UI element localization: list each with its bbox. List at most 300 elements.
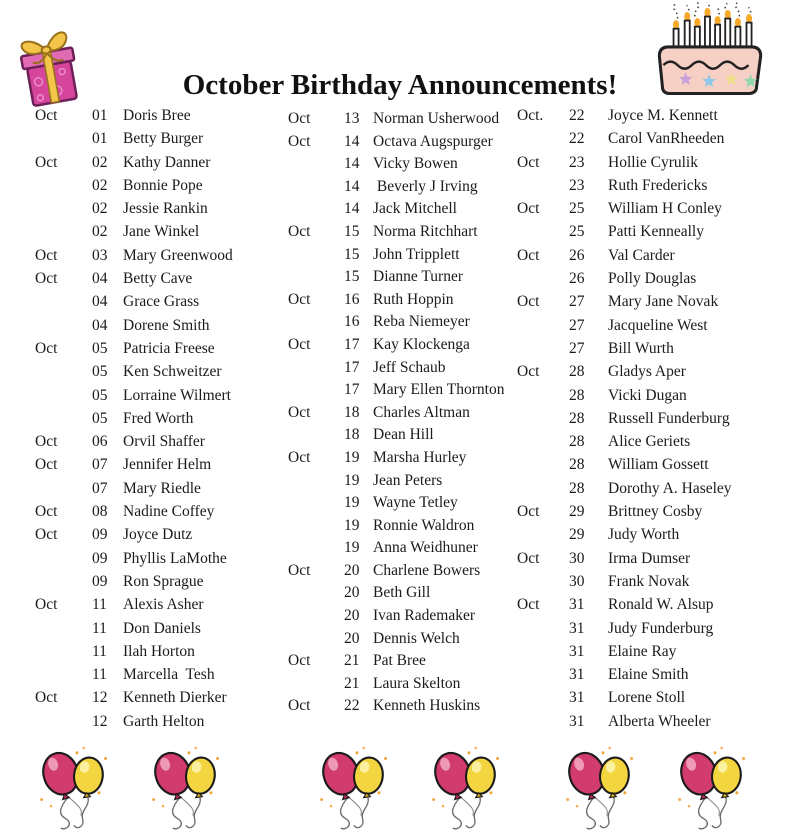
person-name: William H Conley <box>608 200 722 218</box>
month-label <box>288 470 344 493</box>
day-number: 02 <box>92 200 108 218</box>
day-number: 27 <box>569 293 585 311</box>
birthday-entry <box>288 515 520 538</box>
person-name: Grace Grass <box>123 293 200 311</box>
month-label <box>517 686 569 709</box>
birthday-entry <box>35 384 280 407</box>
birthday-entry <box>517 151 795 174</box>
month-label <box>35 127 92 150</box>
person-name: Dorene Smith <box>123 316 210 334</box>
person-name: Betty Burger <box>123 130 204 148</box>
day-number: 14 <box>344 132 360 150</box>
day-number: 05 <box>92 363 108 381</box>
day-number: 30 <box>569 549 585 567</box>
day-number: 15 <box>344 268 360 286</box>
day-number: 04 <box>92 293 108 311</box>
birthday-entry <box>35 151 280 174</box>
month-label <box>35 477 92 500</box>
day-number: 14 <box>344 177 360 195</box>
birthday-entry <box>517 407 795 430</box>
day-number: 12 <box>92 712 108 730</box>
birthday-entry <box>288 537 520 560</box>
month-label <box>35 197 92 220</box>
day-number: 17 <box>344 358 360 376</box>
day-number: 31 <box>569 712 585 730</box>
day-number: 11 <box>92 642 107 660</box>
birthday-entry <box>288 311 520 334</box>
birthday-entry <box>35 430 280 453</box>
person-name: Jean Peters <box>373 471 443 489</box>
person-name: Vicki Dugan <box>608 386 687 404</box>
birthday-entry <box>288 402 520 425</box>
month-label <box>35 407 92 430</box>
person-name: Mary Greenwood <box>123 246 233 264</box>
birthday-entry <box>517 453 795 476</box>
month-label <box>35 617 92 640</box>
person-name: Joyce M. Kennett <box>608 107 718 124</box>
month-label: Oct <box>35 246 58 264</box>
day-number: 19 <box>344 516 360 534</box>
day-number: 28 <box>569 479 585 497</box>
birthday-entry <box>288 334 520 357</box>
month-label <box>288 311 344 334</box>
person-name: Patti Kenneally <box>608 223 704 241</box>
day-number: 23 <box>569 153 585 171</box>
person-name: Reba Niemeyer <box>373 313 470 331</box>
day-number: 02 <box>92 223 108 241</box>
cake-body <box>659 47 760 94</box>
month-label: Oct <box>35 153 58 171</box>
birthday-entry <box>288 424 520 447</box>
birthday-entry <box>35 477 280 500</box>
month-label: Oct <box>35 107 58 124</box>
person-name: Phyllis LaMothe <box>123 549 227 567</box>
birthday-entry <box>35 593 280 616</box>
day-number: 05 <box>92 409 108 427</box>
day-number: 09 <box>92 572 108 590</box>
day-number: 06 <box>92 433 108 451</box>
birthday-entry <box>35 500 280 523</box>
birthday-entry <box>517 384 795 407</box>
month-label <box>517 174 569 197</box>
birthday-entry <box>288 244 520 267</box>
month-label <box>35 290 92 313</box>
birthday-column-2 <box>288 108 520 718</box>
day-number: 17 <box>344 335 360 353</box>
day-number: 02 <box>92 176 108 194</box>
day-number: 11 <box>92 619 107 637</box>
birthday-cake-icon <box>633 2 785 104</box>
person-name: Kenneth Dierker <box>123 689 227 707</box>
day-number: 31 <box>569 666 585 684</box>
birthday-entry <box>517 640 795 663</box>
person-name: Ronnie Waldron <box>373 516 475 534</box>
day-number: 01 <box>92 107 108 124</box>
month-label: Oct <box>517 200 540 218</box>
birthday-entry <box>288 221 520 244</box>
person-name: Jessie Rankin <box>123 200 208 218</box>
birthday-entry <box>288 560 520 583</box>
person-name: William Gossett <box>608 456 709 474</box>
person-name: Jack Mitchell <box>373 200 457 218</box>
day-number: 15 <box>344 222 360 240</box>
month-label: Oct <box>517 246 540 264</box>
day-number: 05 <box>92 339 108 357</box>
month-label <box>288 537 344 560</box>
birthday-entry <box>35 197 280 220</box>
birthday-entry <box>35 104 280 127</box>
day-number: 20 <box>344 607 360 625</box>
month-label: Oct <box>288 132 311 150</box>
birthday-entry <box>35 570 280 593</box>
birthday-entry <box>517 500 795 523</box>
month-label: Oct <box>35 456 58 474</box>
month-label: Oct <box>35 339 58 357</box>
day-number: 15 <box>344 245 360 263</box>
birthday-entry <box>288 357 520 380</box>
month-label: Oct <box>517 596 540 614</box>
person-name: Hollie Cyrulik <box>608 153 698 171</box>
page-title: October Birthday Announcements! <box>182 69 618 102</box>
birthday-entry <box>288 628 520 651</box>
month-label: Oct <box>35 689 58 707</box>
month-label <box>288 628 344 651</box>
birthday-entry <box>288 605 520 628</box>
month-label <box>35 314 92 337</box>
person-name: Bonnie Pope <box>123 176 203 194</box>
day-number: 20 <box>344 629 360 647</box>
birthday-entry <box>288 673 520 696</box>
birthday-entry <box>517 710 795 733</box>
month-label <box>35 174 92 197</box>
day-number: 19 <box>344 494 360 512</box>
day-number: 14 <box>344 155 360 173</box>
person-name: Alexis Asher <box>123 596 204 614</box>
day-number: 19 <box>344 471 360 489</box>
month-label <box>35 570 92 593</box>
month-label: Oct <box>517 503 540 521</box>
birthday-entry <box>35 686 280 709</box>
month-label: Oct <box>35 526 58 544</box>
birthday-entry <box>288 176 520 199</box>
day-number: 20 <box>344 561 360 579</box>
month-label <box>35 547 92 570</box>
person-name: Pat Bree <box>373 652 426 670</box>
month-label: Oct <box>288 561 311 579</box>
birthday-entry <box>517 337 795 360</box>
day-number: 28 <box>569 456 585 474</box>
person-name: Doris Bree <box>123 107 191 124</box>
person-name: Dean Hill <box>373 426 434 444</box>
birthday-entry <box>288 198 520 221</box>
birthday-entry <box>35 407 280 430</box>
birthday-entry <box>35 127 280 150</box>
month-label: Oct <box>517 549 540 567</box>
birthday-entry <box>288 266 520 289</box>
person-name: Beth Gill <box>373 584 431 602</box>
month-label <box>517 570 569 593</box>
month-label <box>35 663 92 686</box>
person-name: Kay Klockenga <box>373 335 470 353</box>
person-name: Ilah Horton <box>123 642 195 660</box>
month-label <box>517 430 569 453</box>
month-label <box>288 198 344 221</box>
person-name: Vicky Bowen <box>373 155 458 173</box>
birthday-entry <box>517 477 795 500</box>
person-name: Dianne Turner <box>373 268 463 286</box>
birthday-entry <box>517 197 795 220</box>
birthday-column-1 <box>35 104 280 733</box>
person-name: Ron Sprague <box>123 572 204 590</box>
birthday-entry <box>35 640 280 663</box>
month-label <box>517 314 569 337</box>
day-number: 23 <box>569 176 585 194</box>
person-name: Dennis Welch <box>373 629 460 647</box>
day-number: 26 <box>569 246 585 264</box>
month-label <box>517 267 569 290</box>
day-number: 01 <box>92 130 108 148</box>
month-label: Oct <box>288 652 311 670</box>
person-name: John Tripplett <box>373 245 460 263</box>
day-number: 02 <box>92 153 108 171</box>
day-number: 18 <box>344 426 360 444</box>
month-label: Oct. <box>517 107 544 124</box>
balloon-pair-icon <box>672 744 756 834</box>
day-number: 16 <box>344 290 360 308</box>
month-label: Oct <box>288 403 311 421</box>
birthday-entry <box>35 663 280 686</box>
day-number: 27 <box>569 316 585 334</box>
birthday-entry <box>517 127 795 150</box>
person-name: Jane Winkel <box>123 223 200 241</box>
person-name: Marsha Hurley <box>373 448 467 466</box>
day-number: 07 <box>92 456 108 474</box>
day-number: 28 <box>569 363 585 381</box>
birthday-entry <box>517 104 795 127</box>
person-name: Bill Wurth <box>608 339 674 357</box>
birthday-entry <box>288 695 520 718</box>
day-number: 31 <box>569 689 585 707</box>
balloon-pair-icon <box>560 744 644 834</box>
person-name: Orvil Shaffer <box>123 433 205 451</box>
person-name: Lorraine Wilmert <box>123 386 231 404</box>
person-name: Elaine Ray <box>608 642 677 660</box>
day-number: 05 <box>92 386 108 404</box>
birthday-entry <box>517 314 795 337</box>
month-label <box>35 710 92 733</box>
person-name: Brittney Cosby <box>608 503 703 521</box>
birthday-entry <box>517 174 795 197</box>
day-number: 22 <box>569 107 585 124</box>
month-label <box>288 424 344 447</box>
day-number: 25 <box>569 200 585 218</box>
birthday-entry <box>288 650 520 673</box>
person-name: Jeff Schaub <box>373 358 446 376</box>
person-name: Judy Worth <box>608 526 680 544</box>
person-name: Dorothy A. Haseley <box>608 479 732 497</box>
person-name: Kathy Danner <box>123 153 211 171</box>
birthday-entry <box>35 710 280 733</box>
month-label <box>288 605 344 628</box>
day-number: 28 <box>569 433 585 451</box>
day-number: 27 <box>569 339 585 357</box>
month-label <box>517 384 569 407</box>
birthday-entry <box>288 447 520 470</box>
birthday-entry <box>288 153 520 176</box>
day-number: 16 <box>344 313 360 331</box>
person-name: Ronald W. Alsup <box>608 596 714 614</box>
day-number: 11 <box>92 666 107 684</box>
month-label <box>517 477 569 500</box>
birthday-entry <box>35 244 280 267</box>
person-name: Frank Novak <box>608 572 690 590</box>
day-number: 28 <box>569 409 585 427</box>
person-name: Marcella Tesh <box>123 666 215 684</box>
day-number: 17 <box>344 381 360 399</box>
person-name: Garth Helton <box>123 712 205 730</box>
day-number: 04 <box>92 270 108 288</box>
month-label <box>288 492 344 515</box>
person-name: Russell Funderburg <box>608 409 730 427</box>
month-label <box>517 337 569 360</box>
month-label <box>517 617 569 640</box>
birthday-entry <box>517 220 795 243</box>
birthday-entry <box>288 379 520 402</box>
day-number: 09 <box>92 526 108 544</box>
birthday-entry <box>35 617 280 640</box>
day-number: 04 <box>92 316 108 334</box>
balloon-pair-icon <box>314 744 398 834</box>
month-label: Oct <box>288 110 311 127</box>
day-number: 03 <box>92 246 108 264</box>
person-name: Kenneth Huskins <box>373 697 481 715</box>
day-number: 22 <box>344 697 360 715</box>
person-name: Laura Skelton <box>373 674 461 692</box>
day-number: 26 <box>569 270 585 288</box>
person-name: Octava Augspurger <box>373 132 493 150</box>
birthday-entry <box>517 663 795 686</box>
month-label: Oct <box>517 363 540 381</box>
person-name: Nadine Coffey <box>123 503 215 521</box>
person-name: Wayne Tetley <box>373 494 458 512</box>
day-number: 31 <box>569 642 585 660</box>
birthday-entry <box>288 492 520 515</box>
person-name: Val Carder <box>608 246 675 264</box>
month-label <box>517 640 569 663</box>
person-name: Ivan Rademaker <box>373 607 475 625</box>
birthday-entry <box>35 267 280 290</box>
balloon-pair-icon <box>146 744 230 834</box>
person-name: Carol VanRheeden <box>608 130 725 148</box>
month-label: Oct <box>35 596 58 614</box>
person-name: Elaine Smith <box>608 666 689 684</box>
month-label: Oct <box>517 153 540 171</box>
birthday-entry <box>517 617 795 640</box>
day-number: 19 <box>344 448 360 466</box>
day-number: 31 <box>569 596 585 614</box>
person-name: Fred Worth <box>123 409 194 427</box>
month-label: Oct <box>35 503 58 521</box>
birthday-entry <box>35 337 280 360</box>
month-label <box>35 360 92 383</box>
birthday-entry <box>35 523 280 546</box>
birthday-entry <box>35 453 280 476</box>
day-number: 13 <box>344 110 360 127</box>
month-label: Oct <box>35 433 58 451</box>
day-number: 12 <box>92 689 108 707</box>
month-label <box>35 220 92 243</box>
month-label <box>517 220 569 243</box>
person-name: Jennifer Helm <box>123 456 212 474</box>
birthday-entry <box>517 686 795 709</box>
day-number: 22 <box>569 130 585 148</box>
person-name: Polly Douglas <box>608 270 697 288</box>
month-label <box>517 710 569 733</box>
birthday-entry <box>35 174 280 197</box>
day-number: 09 <box>92 549 108 567</box>
person-name: Don Daniels <box>123 619 201 637</box>
month-label <box>288 673 344 696</box>
month-label <box>288 357 344 380</box>
birthday-entry <box>517 523 795 546</box>
month-label <box>35 640 92 663</box>
person-name: Norman Usherwood <box>373 110 500 127</box>
month-label: Oct <box>288 290 311 308</box>
day-number: 20 <box>344 584 360 602</box>
month-label <box>288 379 344 402</box>
person-name: Irma Dumser <box>608 549 691 567</box>
person-name: Lorene Stoll <box>608 689 686 707</box>
day-number: 31 <box>569 619 585 637</box>
day-number: 21 <box>344 652 360 670</box>
birthday-entry <box>288 582 520 605</box>
birthday-entry <box>288 289 520 312</box>
birthday-column-3 <box>517 104 795 733</box>
birthday-entry <box>517 547 795 570</box>
person-name: Jacqueline West <box>608 316 708 334</box>
person-name: Joyce Dutz <box>123 526 193 544</box>
day-number: 28 <box>569 386 585 404</box>
month-label <box>288 244 344 267</box>
birthday-entry <box>288 470 520 493</box>
birthday-entry <box>288 131 520 154</box>
month-label <box>517 407 569 430</box>
birthday-entry <box>517 593 795 616</box>
person-name: Ruth Hoppin <box>373 290 454 308</box>
month-label <box>517 523 569 546</box>
person-name: Charles Altman <box>373 403 470 421</box>
month-label <box>35 384 92 407</box>
day-number: 18 <box>344 403 360 421</box>
birthday-entry <box>35 290 280 313</box>
person-name: Ken Schweitzer <box>123 363 222 381</box>
day-number: 08 <box>92 503 108 521</box>
person-name: Betty Cave <box>123 270 193 288</box>
birthday-entry <box>517 570 795 593</box>
month-label: Oct <box>288 222 311 240</box>
month-label <box>288 515 344 538</box>
day-number: 25 <box>569 223 585 241</box>
person-name: Norma Ritchhart <box>373 222 478 240</box>
person-name: Ruth Fredericks <box>608 176 708 194</box>
month-label <box>517 453 569 476</box>
person-name: Mary Ellen Thornton <box>373 381 505 399</box>
month-label: Oct <box>517 293 540 311</box>
birthday-entry <box>517 244 795 267</box>
day-number: 07 <box>92 479 108 497</box>
person-name: Alice Geriets <box>608 433 691 451</box>
person-name: Mary Riedle <box>123 479 201 497</box>
